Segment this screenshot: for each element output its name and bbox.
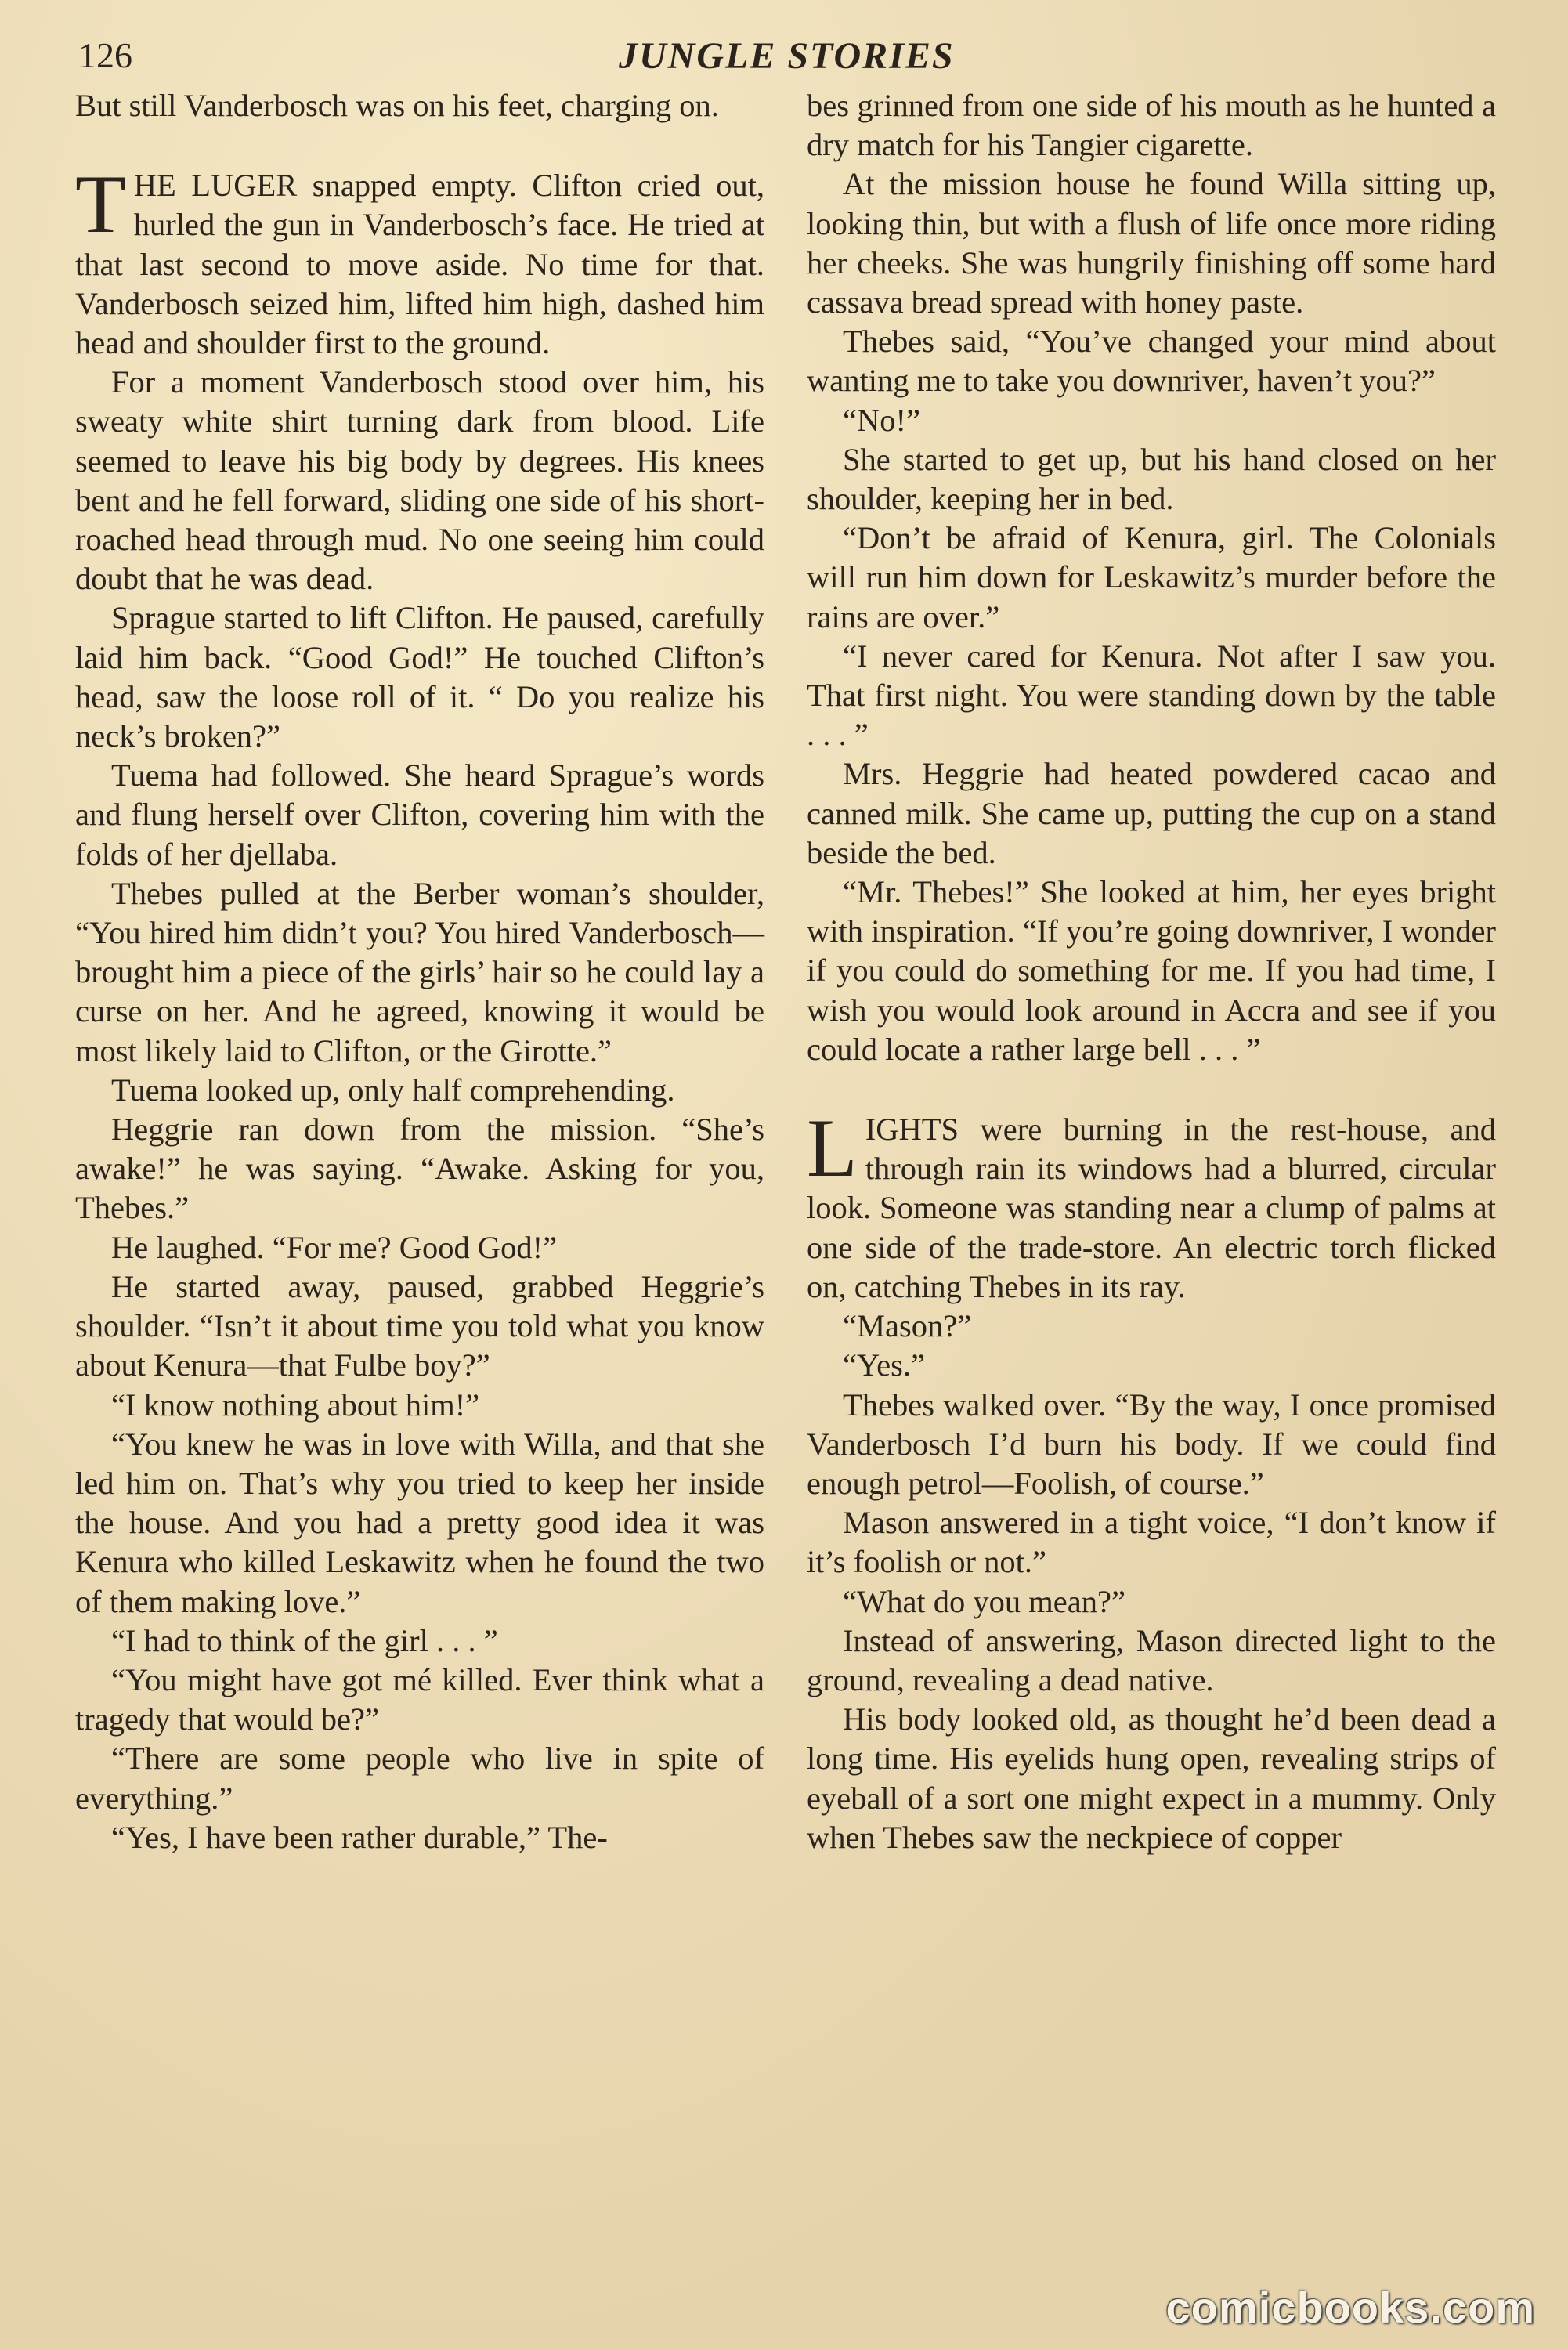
left-column: [75, 86, 764, 1857]
paragraph: “You knew he was in love with Willa, and that she led him on. That’s why you tried to keep her inside the house. And you had a pretty good idea it was Kenura who killed Leskawitz when he found the two of them making love.”: [75, 1426, 764, 1619]
paragraph-text: IGHTS were burning in the rest-house, and through rain its windows had a blurred, circular look. Someone was standing near a clump of palms at one side of the trade-store. An electric torch flicked on, catching Thebes in its ray.: [807, 1112, 1496, 1304]
paragraph: He started away, paused, grabbed Heggrie’s shoulder. “Isn’t it about time you told what you know about Kenura—that Fulbe boy?”: [75, 1268, 764, 1383]
page-header: [78, 34, 1488, 89]
paragraph: Thebes pulled at the Berber woman’s shoulder, “You hired him didn’t you? You hired Vanderbosch—brought him a piece of the girls’ hair so he could lay a curse on her. And he agreed, knowing it would be most likely laid to Clifton, or the Girotte.”: [75, 875, 764, 1068]
dropcap-paragraph: [807, 1102, 1496, 1307]
page-number: 126: [78, 35, 132, 75]
drop-cap: T: [75, 158, 126, 251]
paragraph: At the mission house he found Willa sitting up, looking thin, but with a flush of life once more riding her cheeks. She was hungrily finishing off some hard cassava bread spread with honey paste.: [807, 166, 1496, 320]
paragraph: Mrs. Heggrie had heated powdered cacao and canned milk. She came up, putting the cup on a stand beside the bed.: [807, 756, 1496, 870]
paragraph: “What do you mean?”: [843, 1583, 1125, 1619]
paragraph: She started to get up, but his hand closed on her shoulder, keeping her in bed.: [807, 441, 1496, 517]
paragraph: “Mason?”: [843, 1308, 972, 1344]
dropcap-paragraph: [75, 158, 764, 363]
paragraph: He laughed. “For me? Good God!”: [111, 1229, 558, 1265]
drop-cap: L: [807, 1102, 858, 1195]
paragraph: “I had to think of the girl . . . ”: [111, 1622, 498, 1658]
paragraph: “Mr. Thebes!” She looked at him, her eyes bright with inspiration. “If you’re going downriver, I wonder if you could do something for me. If you had time, I wish you would look around in Accra and see if you could locate a rather large bell . . . ”: [807, 874, 1496, 1067]
running-head: JUNGLE STORIES: [619, 35, 955, 77]
paragraph: “Yes.”: [843, 1347, 926, 1383]
paragraph: Sprague started to lift Clifton. He paused, carefully laid him back. “Good God!” He touched Clifton’s head, saw the loose roll of it. “ Do you realize his neck’s broken?”: [75, 600, 764, 754]
paragraph: For a moment Vanderbosch stood over him, his sweaty white shirt turning dark from blood. Life seemed to leave his big body by degrees. His knees bent and he fell forward, sliding one side of his short-roached head through mud. No one seeing him could doubt that he was dead.: [75, 364, 764, 597]
paragraph: “No!”: [843, 402, 920, 438]
right-column: [807, 86, 1496, 1857]
paragraph: Tuema looked up, only half comprehending.: [111, 1072, 675, 1108]
paragraph: His body looked old, as thought he’d been dead a long time. His eyelids hung open, revealing strips of eyeball of a sort one might expect in a mummy. Only when Thebes saw the neckpiece of copper: [807, 1701, 1496, 1855]
paragraph: Heggrie ran down from the mission. “She’s awake!” he was saying. “Awake. Asking for you, Thebes.”: [75, 1112, 764, 1226]
paragraph: Mason answered in a tight voice, “I don’t know if it’s foolish or not.”: [807, 1505, 1496, 1580]
paragraph: But still Vanderbosch was on his feet, charging on.: [75, 88, 719, 123]
paragraph: “You might have got mé killed. Ever think what a tragedy that would be?”: [75, 1661, 764, 1737]
paragraph: “Yes, I have been rather durable,” The-: [111, 1819, 608, 1855]
paragraph: Thebes walked over. “By the way, I once promised Vanderbosch I’d burn his body. If we could find enough petrol—Foolish, of course.”: [807, 1386, 1496, 1501]
paragraph-text: HE LUGER snapped empty. Clifton cried out, hurled the gun in Vanderbosch’s face. He tried at that last second to move aside. No time for that. Vanderbosch seized him, lifted him high, dashed him head and shoulder first to the ground.: [75, 168, 764, 361]
watermark: comicbooks.com: [1165, 2283, 1535, 2332]
paragraph: “Don’t be afraid of Kenura, girl. The Colonials will run him down for Leskawitz’s murder before the rains are over.”: [807, 520, 1496, 634]
paragraph: bes grinned from one side of his mouth as he hunted a dry match for his Tangier cigarette.: [807, 88, 1496, 163]
paragraph: “There are some people who live in spite of everything.”: [75, 1741, 764, 1816]
paragraph: “I never cared for Kenura. Not after I saw you. That first night. You were standing down by the table . . . ”: [807, 638, 1496, 753]
paragraph: Thebes said, “You’ve changed your mind about wanting me to take you downriver, haven’t you?”: [807, 324, 1496, 399]
paragraph: “I know nothing about him!”: [111, 1386, 480, 1423]
paragraph: Tuema had followed. She heard Sprague’s words and flung herself over Clifton, covering him with the folds of her djellaba.: [75, 757, 764, 872]
paragraph: Instead of answering, Mason directed light to the ground, revealing a dead native.: [807, 1622, 1496, 1697]
